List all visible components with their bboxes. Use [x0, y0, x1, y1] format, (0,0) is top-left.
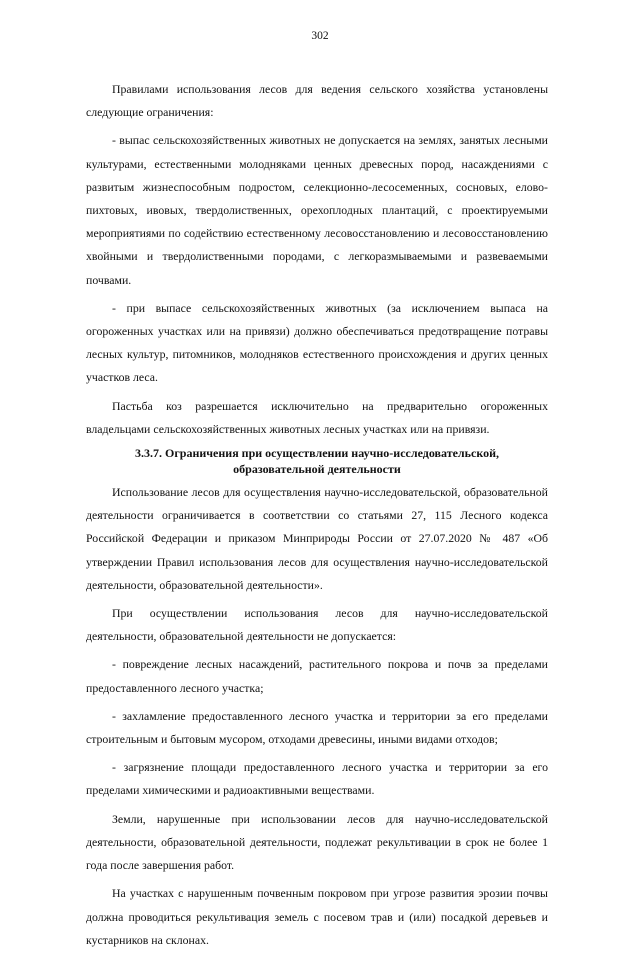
- paragraph-prohibition-damage: - повреждение лесных насаждений, растительного покрова и почв за пределами предоставленного лесного участка;: [86, 657, 548, 695]
- paragraph-prohibition-littering: - захламление предоставленного лесного участка и территории за его пределами строительным и бытовым мусором, отходами древесины, иными видами отходов;: [86, 708, 548, 747]
- paragraph-grazing-restriction-1: - выпас сельскохозяйственных животных не допускается на землях, занятых лесными культурами, естественными молодняками ценных древесных пород, насаждениями с развитым жизнеспособным подростом, селекционно-лесосеменных, сосновых, елово-пихтовых, ивовых, твердолиственных, орехоплодных плантаций, с проектируемыми мероприятиями по содействию естественному лесовосстановлению и лесовосстановлению хвойными и твердолиственными породами, с легкоразмываемыми и развеваемыми почвами.: [86, 133, 548, 287]
- paragraph-grazing-intro: Правилами использования лесов для ведения сельского хозяйства установлены следующие ограничения:: [86, 82, 548, 120]
- paragraph-recultivation-deadline: Земли, нарушенные при использовании лесов для научно-исследовательской деятельности, образовательной деятельности, подлежат рекультивации в срок не более 1 года после завершения работ.: [86, 811, 548, 873]
- paragraph-prohibition-pollution: - загрязнение площади предоставленного лесного участка и территории за его пределами химическими и радиоактивными веществами.: [86, 760, 548, 798]
- section-heading: [86, 446, 548, 477]
- paragraph-goat-grazing: Пастьба коз разрешается исключительно на предварительно огороженных владельцами сельскохозяйственных животных лесных участках или на привязи.: [86, 398, 548, 436]
- paragraph-grazing-restriction-2: - при выпасе сельскохозяйственных животных (за исключением выпаса на огороженных участках или на привязи) должно обеспечиваться предотвращение потравы лесных культур, питомников, молодняков естественного происхождения и других ценных участков леса.: [86, 300, 548, 385]
- paragraph-research-prohibitions-intro: При осуществлении использования лесов для научно-исследовательской деятельности, образовательной деятельности не допускается:: [86, 606, 548, 644]
- paragraph-recultivation-erosion: На участках с нарушенным почвенным покровом при угрозе развития эрозии почвы должна проводиться рекультивация земель с посевом трав и (или) посадкой деревьев и кустарников на склонах.: [86, 886, 548, 947]
- section-heading-line-1: 3.3.7. Ограничения при осуществлении научно-исследовательской,: [134, 446, 499, 461]
- page-body: [86, 78, 548, 957]
- paragraph-research-legal-basis: Использование лесов для осуществления научно-исследовательской, образовательной деятельности ограничивается в соответствии со статьями 27, 115 Лесного кодекса Российской Федерации и приказом Минприроды России от 27.07.2020 № 487 «Об утверждении Правил использования лесов для осуществления научно-исследовательской деятельности, образовательной деятельности».: [86, 485, 548, 592]
- page-number: 302: [311, 30, 329, 42]
- section-heading-line-2: образовательной деятельности: [233, 461, 401, 476]
